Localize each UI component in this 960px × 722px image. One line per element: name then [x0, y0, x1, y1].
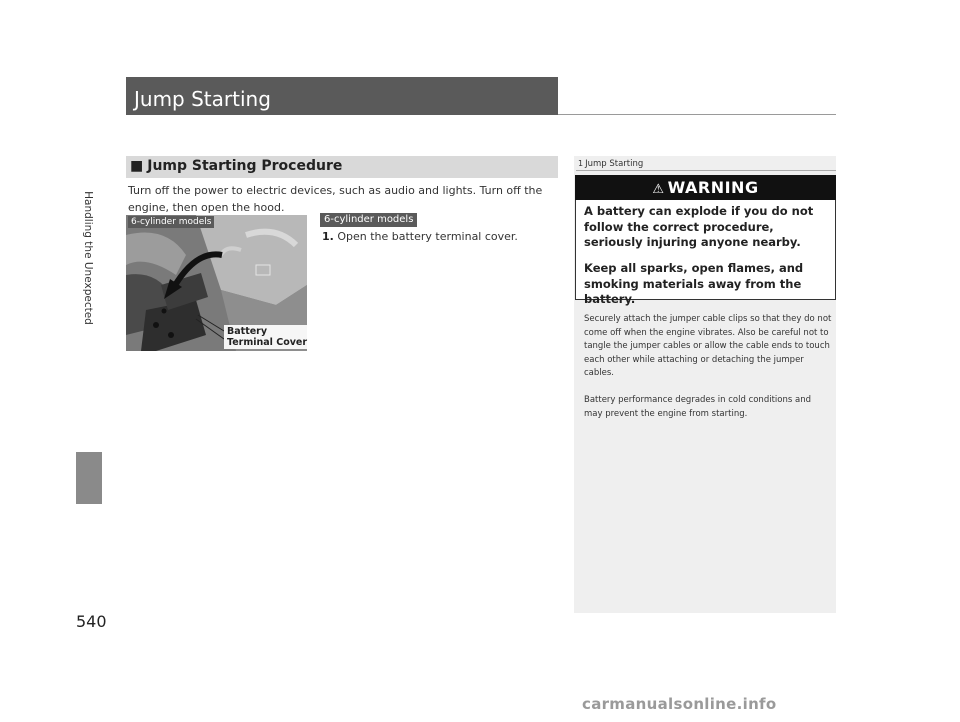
- watermark: carmanualsonline.info: [582, 695, 777, 713]
- note-header: [578, 159, 643, 169]
- step-number: 1.: [322, 230, 334, 243]
- figure-model-tag: 6-cylinder models: [128, 216, 214, 228]
- warning-text-2: Keep all sparks, open flames, and smoking materials away from the battery.: [584, 261, 804, 306]
- note-paragraph-1: Securely attach the jumper cable clips so that they do not come off when the engine vibrates. Also be careful not to tangle the jumper cables or allow the cable ends to touch each other while attaching or detaching the jumper cables.: [584, 314, 832, 379]
- section-square-icon: ■: [130, 158, 144, 174]
- page-number: 540: [76, 612, 107, 631]
- intro-paragraph: Turn off the power to electric devices, such as audio and lights. Turn off the engine, then open the hood.: [128, 184, 543, 214]
- note-rule: [576, 170, 836, 171]
- step-1: [322, 230, 518, 243]
- note-reference-icon: 1: [578, 159, 584, 168]
- chapter-label: Handling the Unexpected: [82, 191, 94, 325]
- section-heading-text: Jump Starting Procedure: [147, 158, 343, 174]
- warning-title: WARNING: [667, 178, 759, 197]
- warning-header: [575, 175, 836, 200]
- page-title: Jump Starting: [134, 87, 271, 111]
- chapter-marker: [76, 452, 102, 504]
- step-model-tag: 6-cylinder models: [320, 213, 417, 227]
- warning-triangle-icon: ⚠: [652, 182, 665, 197]
- step-text: Open the battery terminal cover.: [337, 230, 518, 243]
- note-header-text: Jump Starting: [585, 159, 644, 169]
- callout-line-1: Battery: [227, 326, 268, 337]
- callout-line-2: Terminal Cover: [227, 337, 308, 348]
- section-heading: [130, 158, 342, 174]
- title-rule: [558, 114, 836, 115]
- warning-text-1: A battery can explode if you do not follow the correct procedure, seriously injuring anyone nearby.: [584, 204, 814, 249]
- battery-cover-callout: [224, 325, 310, 349]
- note-paragraph-2: Battery performance degrades in cold conditions and may prevent the engine from starting.: [584, 395, 811, 419]
